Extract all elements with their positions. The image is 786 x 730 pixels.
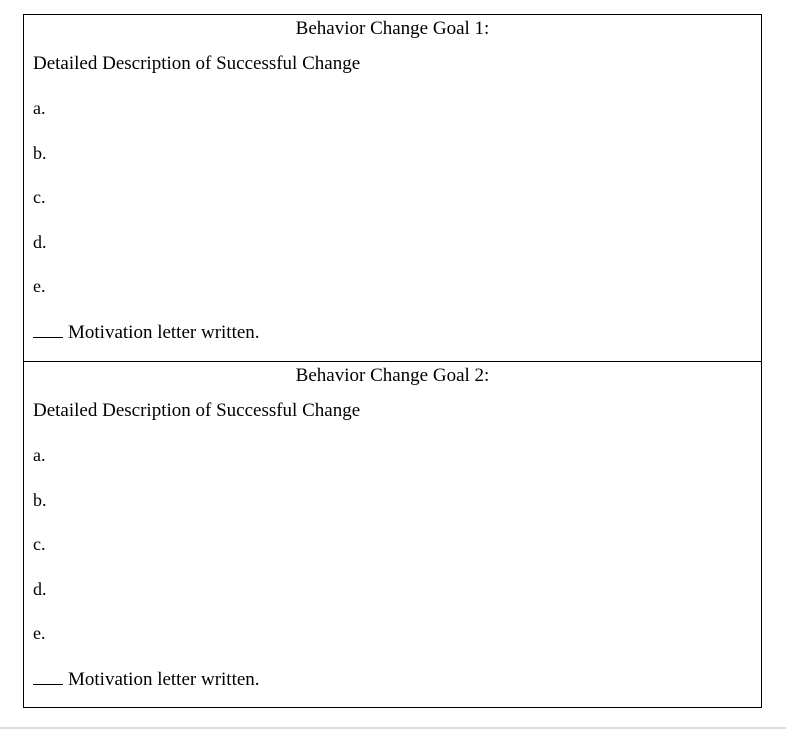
page-bottom-divider (0, 727, 786, 729)
list-item-e: e. (33, 276, 46, 296)
list-item-d: d. (33, 232, 47, 252)
list-item-a: a. (33, 445, 46, 465)
list-item-a: a. (33, 98, 46, 118)
motivation-line (33, 321, 260, 343)
goal-title: Behavior Change Goal 2: (295, 365, 490, 386)
description-label: Detailed Description of Successful Change (33, 400, 361, 421)
checkbox-blank-line[interactable] (33, 668, 63, 685)
goal-section-1 (24, 15, 761, 362)
checkbox-blank-line[interactable] (33, 321, 63, 338)
list-item-c: c. (33, 187, 46, 207)
list-item-c: c. (33, 534, 46, 554)
goal-section-2 (24, 361, 761, 709)
description-label: Detailed Description of Successful Change (33, 53, 361, 74)
list-item-b: b. (33, 143, 47, 163)
list-item-b: b. (33, 490, 47, 510)
list-item-d: d. (33, 579, 47, 599)
goal-title: Behavior Change Goal 1: (295, 18, 490, 39)
motivation-line (33, 668, 260, 690)
motivation-text: Motivation letter written. (68, 669, 260, 690)
goal-table (23, 14, 762, 708)
motivation-text: Motivation letter written. (68, 322, 260, 343)
list-item-e: e. (33, 623, 46, 643)
